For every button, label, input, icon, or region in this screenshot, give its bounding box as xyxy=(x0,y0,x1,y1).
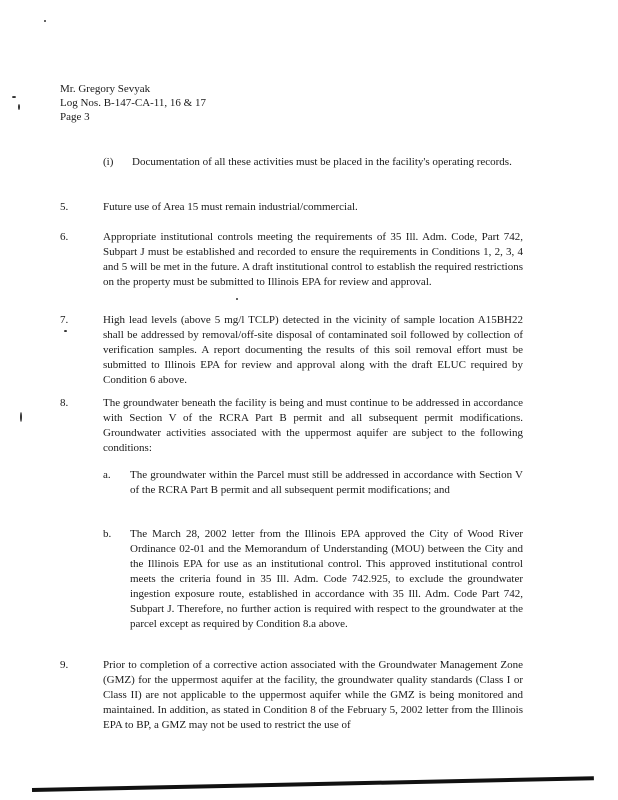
scan-speck xyxy=(18,104,20,110)
scan-speck xyxy=(20,412,22,422)
condition-text: High lead levels (above 5 mg/l TCLP) detected in the vicinity of sample location A15BH22 shall be addressed by removal/off-site disposal of contaminated soil followed by collection of verification samples. A report documenting the results of this soil removal effort must be submitted to Illinois EPA for review and approval along with the draft ELUC required by Condition 6 above. xyxy=(103,314,523,386)
condition-text: Future use of Area 15 must remain industrial/commercial. xyxy=(103,201,358,213)
subcondition-text: The March 28, 2002 letter from the Illinois EPA approved the City of Wood River Ordinance 02-01 and the Memorandum of Understanding (MOU) between the City and the Illinois EPA for use as an institutional control. This approved institutional control meets the criteria found in 35 Ill. Adm. Code 742.925, to exclude the groundwater ingestion exposure route, established in accordance with 35 Ill. Adm. Code Part 742, Subpart J. Therefore, no further action is required with respect to the groundwater at the parcel except as required by Condition 8.a above. xyxy=(130,528,523,630)
condition-number: 9. xyxy=(60,659,69,671)
scan-edge-line xyxy=(32,776,594,792)
scan-speck xyxy=(64,330,67,332)
letter-header xyxy=(60,82,206,124)
recipient-name: Mr. Gregory Sevyak xyxy=(60,83,151,95)
condition-number: 7. xyxy=(60,314,69,326)
page-number: Page 3 xyxy=(60,111,90,123)
condition-text: The groundwater beneath the facility is being and must continue to be addressed in accordance with Section V of the RCRA Part B permit and all subsequent permit modifications. Groundwater activities associated with the uppermost aquifer are subject to the following conditions: xyxy=(103,397,523,454)
condition-text: Prior to completion of a corrective action associated with the Groundwater Management Zone (GMZ) for the uppermost aquifer at the facility, the groundwater quality standards (Class I or Class II) are not applicable to the uppermost aquifer while the GMZ is being monitored and maintained. In addition, as stated in Condition 8 of the February 5, 2002 letter from the Illinois EPA to BP, a GMZ may not be used to restrict the use of xyxy=(103,659,523,731)
subcondition-text: The groundwater within the Parcel must still be addressed in accordance with Section V of the RCRA Part B permit and all subsequent permit modifications; and xyxy=(130,469,523,496)
condition-number: 6. xyxy=(60,231,69,243)
condition-number: 8. xyxy=(60,397,69,409)
item-i-text: Documentation of all these activities must be placed in the facility's operating records. xyxy=(132,156,512,168)
scan-speck xyxy=(236,298,238,300)
condition-number: 5. xyxy=(60,201,69,213)
scan-speck xyxy=(12,96,16,98)
subcondition-label: b. xyxy=(103,528,112,540)
item-i-marker: (i) xyxy=(103,156,114,168)
condition-text: Appropriate institutional controls meeting the requirements of 35 Ill. Adm. Code, Part 742, Subpart J must be established and recorded to ensure the requirements in Conditions 1, 2, 3, 4 and 5 will be met in the future. A draft institutional control to establish the required restrictions on the property must be submitted to Illinois EPA for review and approval. xyxy=(103,231,523,288)
scan-speck xyxy=(44,20,46,22)
subcondition-label: a. xyxy=(103,469,111,481)
log-numbers: Log Nos. B-147-CA-11, 16 & 17 xyxy=(60,97,206,109)
